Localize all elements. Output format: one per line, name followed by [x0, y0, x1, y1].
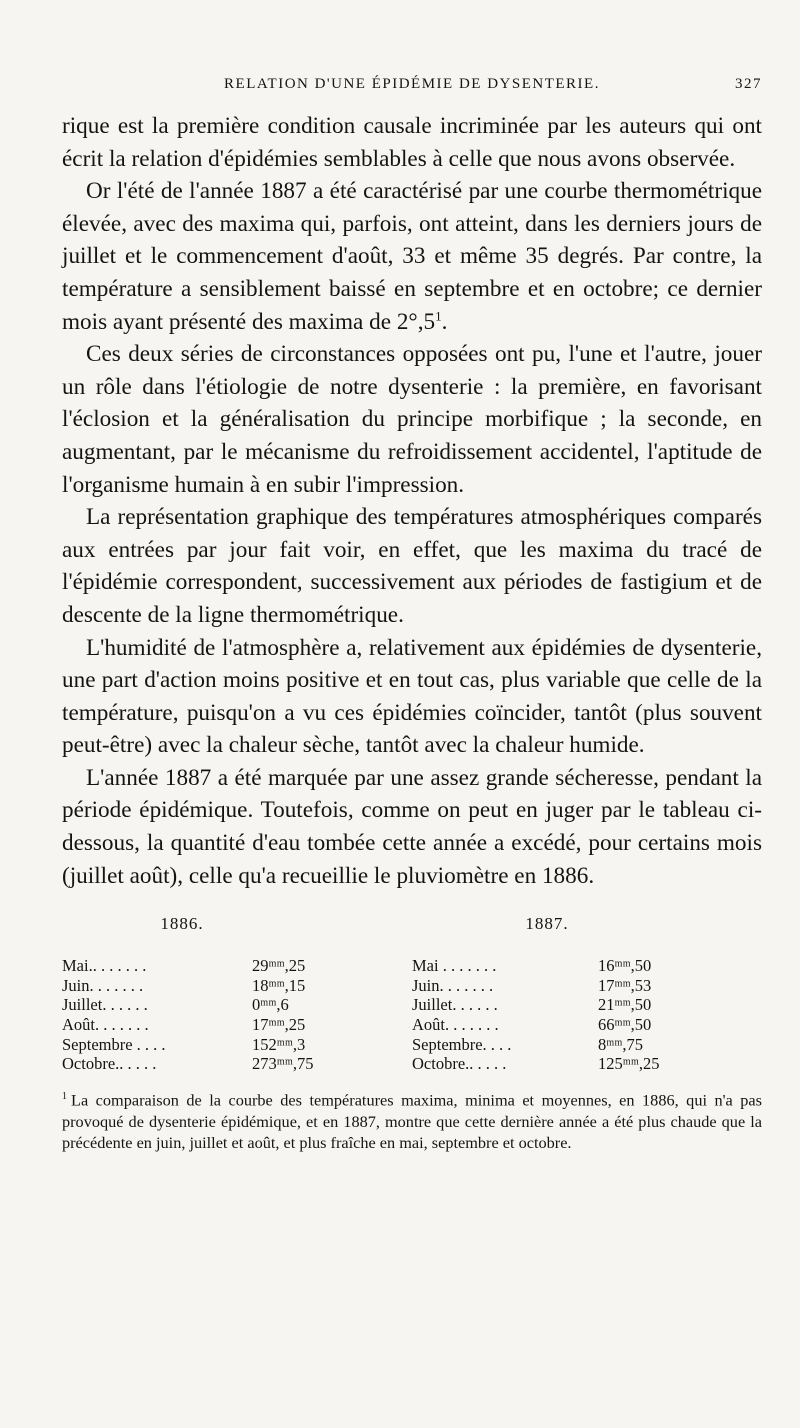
document-page	[62, 76, 762, 1154]
footnote-reference: 1	[435, 307, 442, 323]
value-cell: 273ᵐᵐ,75	[252, 1054, 314, 1074]
table-year: 1886.	[160, 914, 204, 934]
value-cell: 16ᵐᵐ,50	[598, 956, 652, 976]
value-cell: 8ᵐᵐ,75	[598, 1034, 644, 1054]
value-cell: 17ᵐᵐ,25	[252, 1015, 306, 1035]
paragraph: L'humidité de l'atmosphère a, relativement aux épidémies de dysenterie, une part d'action moins positive et en tout cas, plus variable que celle de la température, puisqu'on a vu ces épidémies coïncider, tantôt (plus souvent peut-être) avec la chaleur sèche, tantôt avec la chaleur humide.	[62, 634, 762, 759]
value-cell: 152ᵐᵐ,3	[252, 1034, 306, 1054]
month-cell: Mai . . . . . . .	[412, 956, 497, 976]
footnote-text: La comparaison de la courbe des températures maxima, minima et moyennes, en 1886, qui n'a pas provoqué de dysenterie épidémique, et en 1887, montre que cette dernière année a été plus chaude que la précédente en juin, juillet et août, et plus fraîche en mai, septembre et octobre.	[62, 1090, 762, 1153]
table-row	[62, 1054, 412, 1074]
month-cell: Juin. . . . . . .	[62, 975, 144, 995]
paragraph-text: Or l'été de l'année 1887 a été caractérisé par une courbe thermométrique élevée, avec des maxima qui, parfois, ont atteint, dans les derniers jours de juillet et le commencement d'août, 33 et même 35 degrés. Par contre, la température a sensiblement baissé en septembre et en octobre; ce dernier mois ayant présenté des maxima de 2°,5	[62, 178, 762, 335]
table-year: 1887.	[525, 914, 569, 934]
value-cell: 18ᵐᵐ,15	[252, 975, 306, 995]
footnote	[62, 1086, 762, 1154]
table-1886	[62, 914, 412, 1074]
month-cell: Août. . . . . . .	[62, 1015, 149, 1035]
value-cell: 66ᵐᵐ,50	[598, 1015, 652, 1035]
table-row	[412, 1015, 762, 1035]
month-cell: Juillet. . . . . .	[412, 995, 498, 1015]
table-row	[62, 956, 412, 976]
month-cell: Août. . . . . . .	[412, 1015, 499, 1035]
table-row	[62, 1035, 412, 1055]
table-row	[412, 1054, 762, 1074]
paragraph: La représentation graphique des températures atmosphériques comparés aux entrées par jour fait voir, en effet, que les maxima du tracé de l'épidémie correspondent, successivement aux périodes de fastigium et de descente de la ligne thermométrique.	[62, 504, 762, 628]
table-row	[62, 976, 412, 996]
table-row	[412, 1035, 762, 1055]
paragraph: Or l'été de l'année 1887 a été caractérisé par une courbe thermométrique élevée, avec des maxima qui, parfois, ont atteint, dans les derniers jours de juillet et le commencement d'août, 33 et même 35 degrés. Par contre, la température a sensiblement baissé en septembre et en octobre; ce dernier mois ayant présenté des maxima de 2°,5$^1$.	[62, 178, 762, 335]
table-row	[412, 956, 762, 976]
paragraph: rique est la première condition causale incriminée par les auteurs qui ont écrit la relation d'épidémies semblables à celle que nous avons observée.	[62, 113, 762, 172]
table-row	[62, 995, 412, 1015]
footnote-mark: 1	[62, 1090, 67, 1102]
value-cell: 29ᵐᵐ,25	[252, 956, 306, 976]
body-text	[62, 110, 762, 892]
table-row	[412, 995, 762, 1015]
month-cell: Septembre . . . .	[62, 1034, 166, 1054]
value-cell: 125ᵐᵐ,25	[598, 1054, 660, 1074]
month-cell: Octobre.. . . . .	[62, 1054, 157, 1074]
month-cell: Juin. . . . . . .	[412, 975, 494, 995]
running-title: RELATION D'UNE ÉPIDÉMIE DE DYSENTERIE.	[224, 76, 600, 92]
table-1887	[412, 914, 762, 1074]
value-cell: 21ᵐᵐ,50	[598, 995, 652, 1015]
page-number: 327	[735, 76, 762, 92]
month-cell: Juillet. . . . . .	[62, 995, 148, 1015]
rainfall-tables	[62, 914, 762, 1074]
month-cell: Septembre. . . .	[412, 1034, 512, 1054]
paragraph: Ces deux séries de circonstances opposées ont pu, l'une et l'autre, jouer un rôle dans l'étiologie de notre dysenterie : la première, en favorisant l'éclosion et la généralisation du principe morbifique ; la seconde, en augmentant, par le mécanisme du refroidissement accidentel, l'aptitude de l'organisme humain à en subir l'impression.	[62, 341, 762, 498]
value-cell: 0ᵐᵐ,6	[252, 995, 289, 1015]
paragraph: L'année 1887 a été marquée par une assez grande sécheresse, pendant la période épidémique. Toutefois, comme on peut en juger par le tableau ci-dessous, la quantité d'eau tombée cette année a excédé, pour certains mois (juillet août), celle qu'a recueillie le pluviomètre en 1886.	[62, 764, 762, 889]
value-cell: 17ᵐᵐ,53	[598, 975, 652, 995]
table-row	[412, 976, 762, 996]
month-cell: Octobre.. . . . .	[412, 1054, 507, 1074]
running-header	[62, 76, 762, 110]
month-cell: Mai.. . . . . . .	[62, 956, 147, 976]
table-row	[62, 1015, 412, 1035]
